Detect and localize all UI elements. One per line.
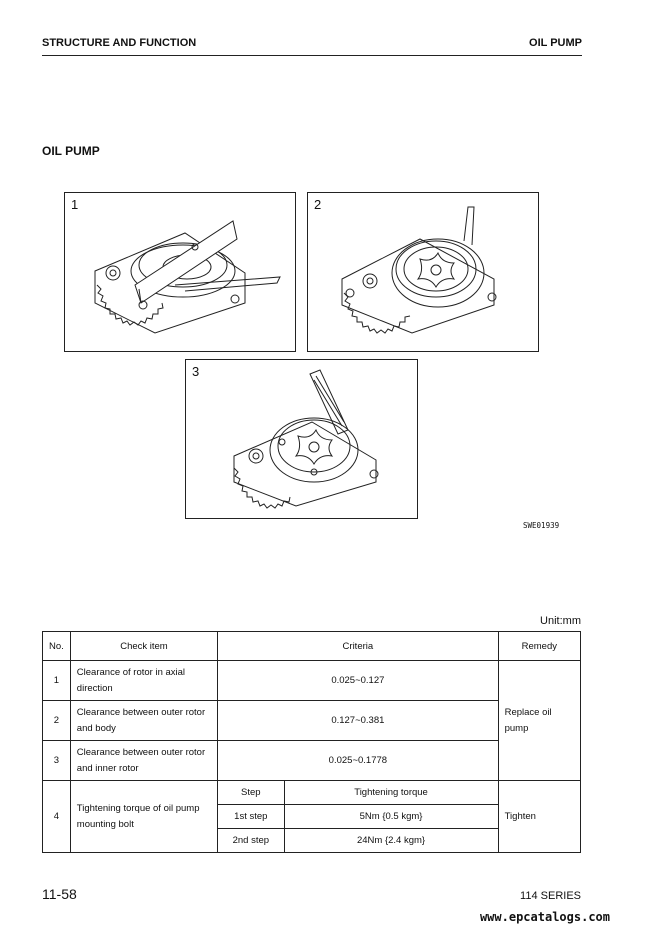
torque-step: 2nd step xyxy=(218,829,284,853)
watermark-url[interactable]: www.epcatalogs.com xyxy=(479,910,610,924)
row-check-item: Clearance between outer rotor and inner rotor xyxy=(70,741,217,781)
header-criteria: Criteria xyxy=(218,632,498,661)
figure-code: SWE01939 xyxy=(523,521,560,530)
row-no: 3 xyxy=(43,741,71,781)
header-remedy: Remedy xyxy=(498,632,580,661)
figure-1 xyxy=(64,192,296,352)
row-check-item: Clearance of rotor in axial direction xyxy=(70,661,217,701)
figure-3-drawing xyxy=(186,360,417,518)
row-criteria: 0.025~0.127 xyxy=(218,661,498,701)
header-check-item: Check item xyxy=(70,632,217,661)
section-title: OIL PUMP xyxy=(42,144,100,158)
header-right: OIL PUMP xyxy=(529,37,582,49)
torque-value-header: Tightening torque xyxy=(284,781,498,805)
figure-2-drawing xyxy=(308,193,538,351)
header-rule xyxy=(42,55,582,56)
row-check-item: Clearance between outer rotor and body xyxy=(70,701,217,741)
figure-3-number: 3 xyxy=(192,364,200,379)
series-label: 114 SERIES xyxy=(520,890,581,902)
torque-value: 24Nm {2.4 kgm} xyxy=(284,829,498,853)
figure-2-number: 2 xyxy=(314,197,322,212)
figure-1-number: 1 xyxy=(71,197,79,212)
remedy-tighten: Tighten xyxy=(498,781,580,853)
table-row xyxy=(43,661,581,701)
remedy-replace: Replace oil pump xyxy=(498,661,580,781)
row-criteria: 0.025~0.1778 xyxy=(218,741,498,781)
torque-value: 5Nm {0.5 kgm} xyxy=(284,805,498,829)
figure-1-drawing xyxy=(65,193,295,351)
row-check-item: Tightening torque of oil pump mounting bolt xyxy=(70,781,217,853)
torque-step: 1st step xyxy=(218,805,284,829)
page-number: 11-58 xyxy=(42,886,77,902)
table-header-row xyxy=(43,632,581,661)
header-no: No. xyxy=(43,632,71,661)
table-row xyxy=(43,781,581,805)
unit-label: Unit:mm xyxy=(540,615,581,627)
row-no: 2 xyxy=(43,701,71,741)
header-left: STRUCTURE AND FUNCTION xyxy=(42,37,197,49)
row-no: 1 xyxy=(43,661,71,701)
torque-step-header: Step xyxy=(218,781,284,805)
figure-3 xyxy=(185,359,418,519)
figure-2 xyxy=(307,192,539,352)
oil-pump-table xyxy=(42,631,581,853)
row-no: 4 xyxy=(43,781,71,853)
row-criteria: 0.127~0.381 xyxy=(218,701,498,741)
